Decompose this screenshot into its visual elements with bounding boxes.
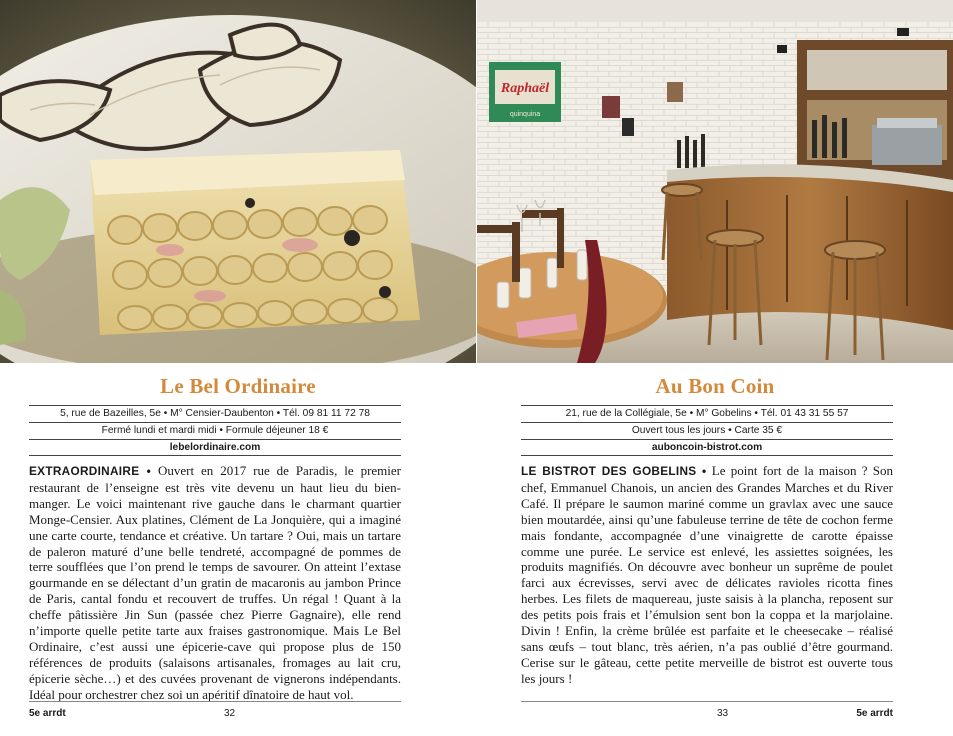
review-text bbox=[29, 463, 401, 703]
arrondissement-label: 5e arrdt bbox=[856, 708, 893, 719]
review-lead: EXTRAORDINAIRE • bbox=[29, 464, 152, 478]
review-text bbox=[521, 463, 893, 687]
review-body: Le point fort de la maison ? Son chef, Emmanuel Chanois, un ancien des Grandes Marches et du River Café. Il prépare le saumon mariné comme un gravlax avec une sauce bien moutardée, ainsi qu’une fabuleuse terrine de tête de cochon ferme mais fondante, accompagnée d’une vinaigrette de carotte épaisse comme une purée. Le service est enlevé, les assiettes soignées, les produits magnifiés. On découvre avec bonheur un suprême de poulet farci aux écrevisses, servi avec de délicates ravioles ricotta fines herbes. Les filets de maquereau, juste saisis à la plancha, reposent sur des petits pois frais et l’émulsion sent bon la coppa et la marjolaine. Divin ! Enfin, la crème brûlée est parfaite et le cheesecake – réalisé sans œufs – tout blanc, très aérien, n’a pas oublié d’être gourmand. Cerise sur le gâteau, cette petite merveille de bistrot est ouverte tous les jours ! bbox=[521, 463, 893, 686]
page-number: 32 bbox=[224, 708, 236, 719]
page-footer bbox=[521, 701, 893, 725]
pasta-gratin-photo bbox=[0, 0, 476, 363]
address-line: 21, rue de la Collégiale, 5e • M° Gobelins • Tél. 01 43 31 55 57 bbox=[521, 405, 893, 422]
page-number: 33 bbox=[717, 708, 729, 719]
hours-line: Fermé lundi et mardi midi • Formule déjeuner 18 € bbox=[29, 422, 401, 439]
website-link[interactable]: auboncoin-bistrot.com bbox=[521, 439, 893, 456]
left-page bbox=[0, 0, 476, 736]
raphael-sign-subtext: quinquina bbox=[509, 111, 541, 118]
arrondissement-label: 5e arrdt bbox=[29, 708, 66, 719]
restaurant-info-block bbox=[29, 405, 401, 456]
right-page bbox=[477, 0, 953, 736]
address-line: 5, rue de Bazeilles, 5e • M° Censier-Daubenton • Tél. 09 81 11 72 78 bbox=[29, 405, 401, 422]
raphael-sign-text: Raphaël bbox=[500, 81, 550, 96]
restaurant-title: Au Bon Coin bbox=[655, 374, 775, 398]
page-footer bbox=[29, 701, 401, 725]
hours-line: Ouvert tous les jours • Carte 35 € bbox=[521, 422, 893, 439]
restaurant-info-block bbox=[521, 405, 893, 456]
review-body: Ouvert en 2017 rue de Paradis, le premier restaurant de l’enseigne est très vite devenu un haut lieu du bien-manger. Le voici maintenant rive gauche dans le charmant quartier Monge-Censier. Aux platines, Clément de La Jonquière, qui a imaginé une carte courte, tendance et créative. Un tartare ? Oui, mais un tartare de paleron maturé d’une belle tendreté, accompagné de pommes de terre soufflées que l’on prend le temps de savourer. On atteint l’extase gourmande en se délectant d’un gratin de macaronis au jambon Prince de Paris, cantal fondu et recouvert de truffes. Un régal ! Quant à la cheffe pâtissière Jin Sun (passée chez Pierre Gagnaire), elle rend n’importe quelle petite tarte aux fraises gastronomique. Mais Le Bel Ordinaire, c’est aussi une épicerie-cave qui propose plus de 150 références de produits (salaisons artisanales, fromages au lait cru, épicerie sèche…) et des cuvées provenant de vignerons indépendants. Idéal pour orchestrer chez soi un apéritif dînatoire de haut vol. bbox=[29, 463, 401, 702]
bistro-interior-photo bbox=[477, 0, 953, 363]
restaurant-title: Le Bel Ordinaire bbox=[160, 374, 316, 398]
review-lead: LE BISTROT DES GOBELINS • bbox=[521, 464, 707, 478]
website-link[interactable]: lebelordinaire.com bbox=[29, 439, 401, 456]
